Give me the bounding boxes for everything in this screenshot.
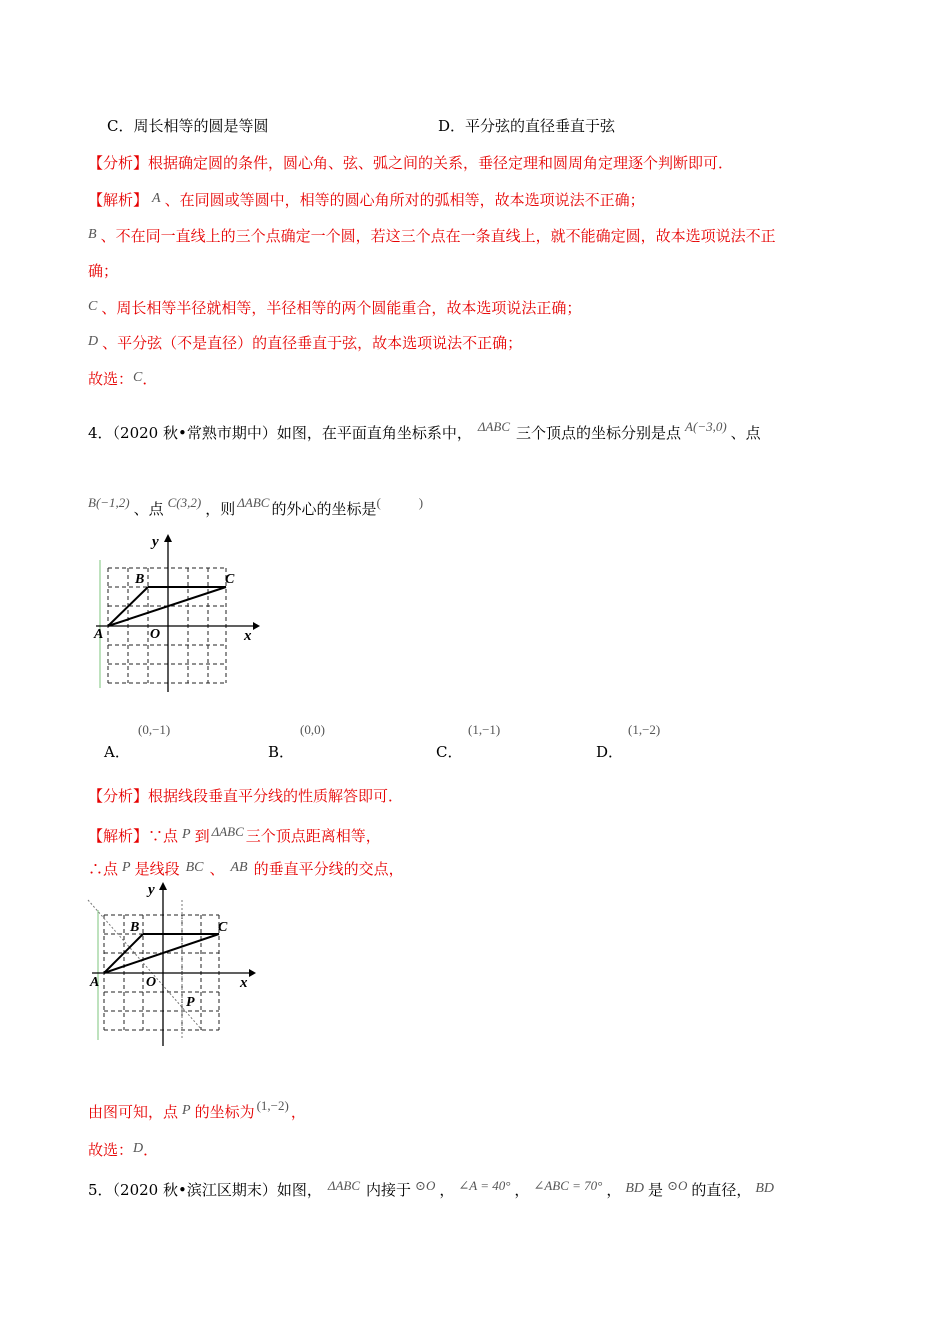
- conc-coord: (1,−2): [256, 1098, 289, 1113]
- option-d-value: (1,−2): [628, 722, 661, 737]
- analysis-text: 根据确定圆的条件，圆心角、弦、弧之间的关系，垂径定理和圆周角定理逐个判断即可．: [148, 154, 734, 172]
- q4-text4: ，则: [205, 500, 236, 518]
- option-b-value: (0,0): [300, 722, 325, 737]
- q5-text1: 内接于: [366, 1181, 412, 1199]
- q4-analysis: [88, 786, 403, 806]
- q3-solution-line-a: [88, 189, 645, 210]
- q4-solution-line2: [88, 858, 404, 879]
- solution-tag: 【解析】: [88, 827, 149, 845]
- q5-number: 5．: [88, 1181, 113, 1199]
- answer-var: D: [133, 1141, 144, 1156]
- line-c-text: 、周长相等半径就相等，半径相等的两个圆能重合，故本选项说法正确；: [101, 299, 582, 317]
- sol2c: 、: [209, 860, 225, 878]
- var-a: A: [152, 191, 161, 206]
- q4-solution-figure: [84, 880, 264, 1050]
- q4-point-b: B(−1,2): [88, 495, 130, 510]
- q4-solution-line1: [88, 822, 381, 846]
- analysis-text: 根据线段垂直平分线的性质解答即可．: [148, 787, 404, 805]
- answer-label: 故选：: [88, 1141, 134, 1159]
- analysis-tag: 【分析】: [88, 787, 149, 805]
- q4-coordinate-figure: [88, 530, 263, 695]
- fig1-label-x: x: [244, 628, 252, 644]
- fig1-label-c: C: [225, 572, 235, 587]
- q4-text2: 、点: [730, 424, 761, 442]
- q3-solution-line-d: [88, 332, 522, 353]
- q5-text3: ，: [514, 1181, 530, 1199]
- sol2-p: P: [122, 860, 131, 875]
- var-d: D: [88, 334, 99, 349]
- answer-end: ．: [143, 1141, 159, 1159]
- conc-p: P: [182, 1103, 191, 1118]
- q4-point-a: A(−3,0): [685, 419, 727, 434]
- fig2-label-b: B: [130, 920, 140, 935]
- q4-answer: [88, 1139, 158, 1160]
- fig1-label-o: O: [150, 627, 161, 642]
- analysis-tag: 【分析】: [88, 154, 149, 172]
- option-c-label: C．: [436, 743, 463, 761]
- line-a-text: 、在同圆或等圆中，相等的圆心角所对的弧相等，故本选项说法不正确；: [164, 191, 645, 209]
- q5-source: （2020 秋•滨江区期末）如图，: [112, 1181, 322, 1199]
- fig2-label-y: y: [148, 882, 155, 898]
- q4-tri2: ΔABC: [237, 495, 270, 510]
- solution-tag: 【解析】: [88, 191, 149, 209]
- fig1-label-y: y: [152, 534, 159, 550]
- q5-angle-a: ∠A = 40°: [458, 1178, 511, 1193]
- q5-angle-abc: ∠ABC = 70°: [533, 1178, 603, 1193]
- fig1-label-a: A: [94, 627, 104, 642]
- option-c: C．周长相等的圆是等圆: [107, 117, 269, 135]
- q4-paren-close: ): [418, 495, 424, 510]
- q4-stem-line1: [88, 417, 761, 443]
- answer-label: 故选：: [88, 370, 134, 388]
- q5-bd: BD: [625, 1181, 645, 1196]
- q4-number: 4．: [88, 424, 113, 442]
- q3-answer: [88, 368, 157, 389]
- option-a-value: (0,−1): [138, 722, 171, 737]
- q4-stem-line2: [88, 493, 423, 519]
- option-b-label: B．: [268, 743, 295, 761]
- q5-text4: ，: [606, 1181, 622, 1199]
- conc3: ，: [290, 1103, 306, 1121]
- option-d: D．平分弦的直径垂直于弦: [438, 117, 616, 135]
- q4-point-c: C(3,2): [167, 495, 202, 510]
- var-b: B: [88, 227, 97, 242]
- line-d-text: 、平分弦（不是直径）的直径垂直于弦，故本选项说法不正确；: [102, 334, 523, 352]
- sol1b: 到: [194, 827, 210, 845]
- q5-bd2: BD: [755, 1181, 775, 1196]
- conc1: 由图可知，点: [88, 1103, 179, 1121]
- sol2b: 是线段: [134, 860, 180, 878]
- q3-solution-line-c: [88, 297, 581, 318]
- q5-text6: 的直径，: [691, 1181, 752, 1199]
- q3-solution-line-b-cont: 确；: [88, 262, 119, 280]
- answer-var: C: [133, 370, 143, 385]
- q4-text1: 三个顶点的坐标分别是点: [516, 424, 682, 442]
- fig2-label-a: A: [90, 975, 100, 990]
- q3-analysis: [88, 153, 733, 173]
- q5-text2: ，: [439, 1181, 455, 1199]
- option-d-label: D．: [596, 743, 624, 761]
- q5-tri: ΔABC: [327, 1178, 361, 1193]
- q5-text5: 是: [648, 1181, 664, 1199]
- sol2d: 的垂直平分线的交点，: [253, 860, 404, 878]
- q4-text5: 的外心的坐标是: [271, 500, 377, 518]
- fig2-label-c: C: [218, 920, 228, 935]
- q5-circle2: ⊙O: [667, 1178, 688, 1193]
- q4-tri: ΔABC: [477, 419, 511, 434]
- q5-stem-line1: [88, 1176, 774, 1200]
- sol1c: 三个顶点距离相等，: [245, 827, 381, 845]
- q4-text3: 、点: [133, 500, 164, 518]
- option-c-value: (1,−1): [468, 722, 501, 737]
- sol2a: ∴点: [88, 860, 119, 878]
- sol1a: ∵点: [148, 827, 179, 845]
- sol2-bc: BC: [185, 860, 204, 875]
- q3-solution-line-b: [88, 225, 776, 246]
- fig1-label-b: B: [135, 572, 145, 587]
- fig2-label-p: P: [186, 995, 195, 1010]
- fig2-label-o: O: [146, 975, 157, 990]
- q4-conclusion: [88, 1096, 306, 1122]
- q4-source: （2020 秋•常熟市期中）如图，在平面直角坐标系中，: [112, 424, 472, 442]
- option-a-label: A．: [104, 743, 130, 761]
- sol2-ab: AB: [230, 860, 248, 875]
- q4-paren-open: (: [376, 495, 381, 510]
- conc2: 的坐标为: [194, 1103, 255, 1121]
- sol1-tri: ΔABC: [211, 824, 244, 839]
- answer-end: ．: [142, 370, 158, 388]
- q5-circle1: ⊙O: [415, 1178, 436, 1193]
- sol1-p: P: [182, 827, 191, 842]
- fig2-label-x: x: [240, 975, 248, 991]
- line-b-text: 、不在同一直线上的三个点确定一个圆，若这三个点在一条直线上，就不能确定圆，故本选项说法不正: [100, 227, 776, 245]
- var-c: C: [88, 299, 98, 314]
